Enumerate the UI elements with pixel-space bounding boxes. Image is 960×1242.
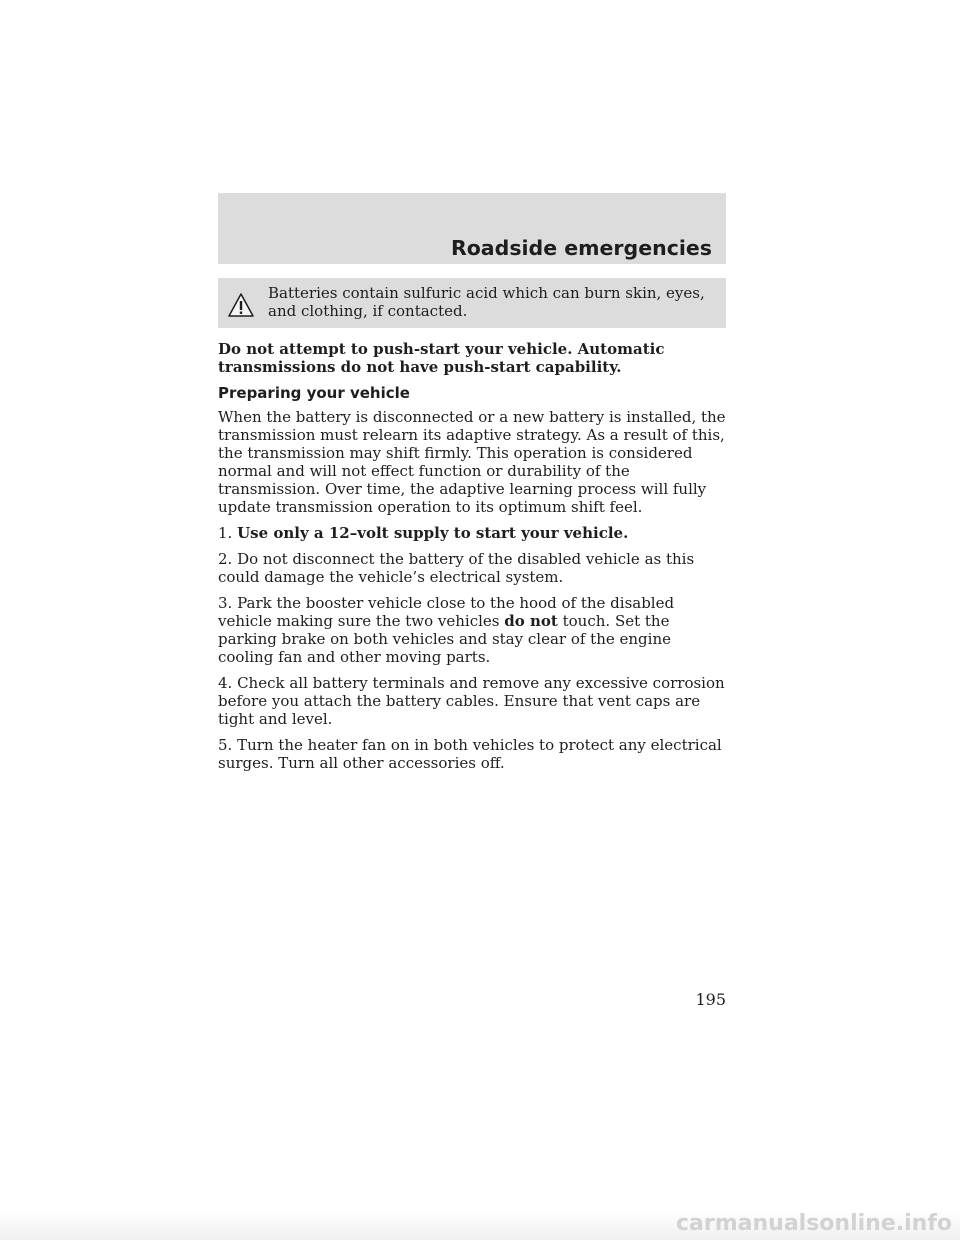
step-2: 2. Do not disconnect the battery of the disabled vehicle as this could damage the vehicle’s electrical system. [218,550,695,586]
section-header-band [218,193,726,264]
section-heading: Preparing your vehicle [218,384,410,402]
warning-text: Batteries contain sulfuric acid which can burn skin, eyes, and clothing, if contacted. [268,284,705,320]
step-4: 4. Check all battery terminals and remove any excessive corrosion before you attach the battery cables. Ensure that vent caps are tight and level. [218,674,725,728]
intro-paragraph: When the battery is disconnected or a new battery is installed, the transmission must relearn its adaptive strategy. As a result of this, the transmission may shift firmly. This operation is considered normal and will not effect function or durability of the transmission. Over time, the adaptive learning process will fully update transmission operation to its optimum shift feel. [218,408,726,516]
step-1-number: 1. [218,524,233,542]
push-start-notice: Do not attempt to push-start your vehicle. Automatic transmissions do not have push-start capability. [218,340,665,376]
page-title: Roadside emergencies [450,236,712,260]
watermark-band [0,1210,960,1240]
step-1 [218,524,726,542]
watermark-text[interactable]: carmanualsonline.info [676,1211,952,1236]
step-3-text-before: 3. Park the booster vehicle close to the hood of the disabled vehicle making sure the two vehicles [218,594,675,630]
page-content [218,340,726,780]
page-number: 195 [695,990,726,1009]
warning-triangle-icon [227,292,255,318]
step-3 [218,594,726,666]
step-3-emphasis: do not [504,612,558,630]
step-1-text: Use only a 12–volt supply to start your vehicle. [237,524,629,542]
step-5: 5. Turn the heater fan on in both vehicles to protect any electrical surges. Turn all other accessories off. [218,736,722,772]
warning-box [218,278,726,328]
step-3-text-after: touch. Set the parking brake on both vehicles and stay clear of the engine cooling fan and other moving parts. [218,612,671,666]
